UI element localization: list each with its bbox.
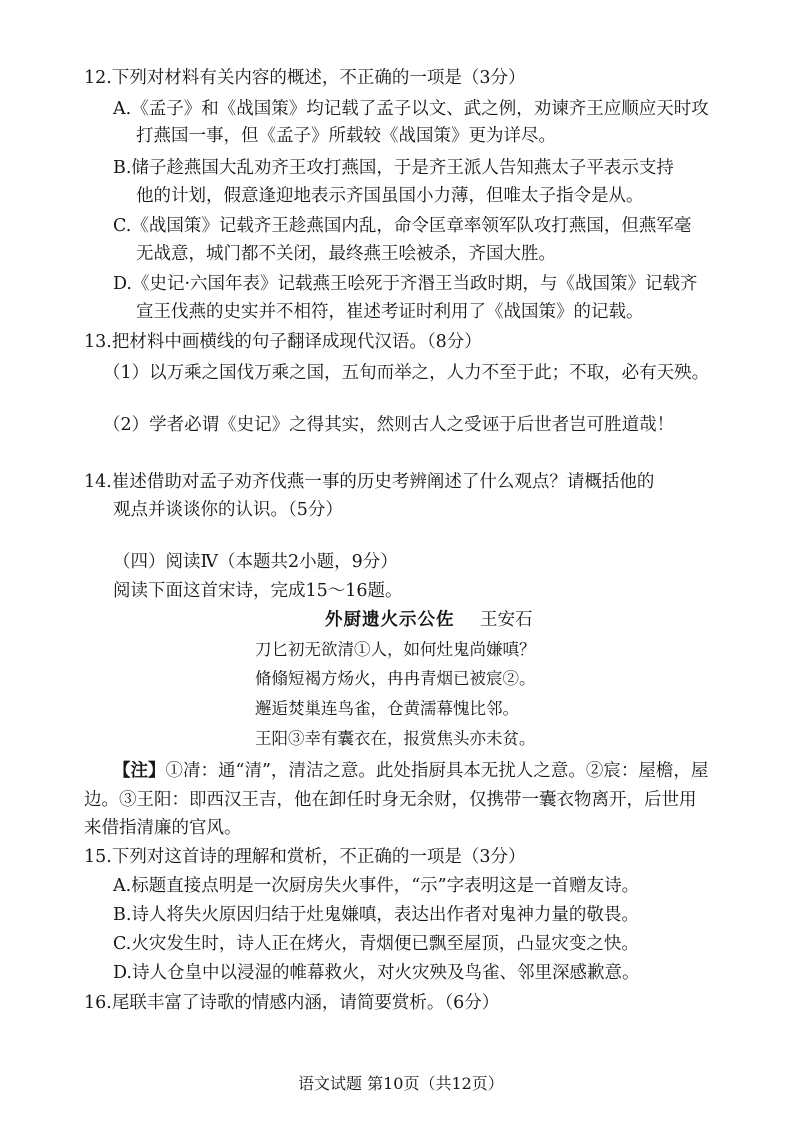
note-line1 — [113, 759, 708, 783]
note-line3: 来借指清廉的官风。 — [84, 818, 242, 838]
q16-stem: 16.尾联丰富了诗歌的情感内涵，请简要赏析。（6分） — [84, 993, 500, 1013]
q12-option-c-line1: C.《战国策》记载齐王趁燕国内乱，命令匡章率领军队攻打燕国，但燕军毫 — [113, 216, 692, 236]
q12-option-b-line2: 他的计划，假意逢迎地表示齐国虽国小力薄，但唯太子指令是从。 — [136, 186, 644, 206]
q15-option-c: C.火灾发生时，诗人正在烤火，青烟便已飘至屋顶，凸显灾变之快。 — [113, 934, 639, 954]
note-tag: 【注】 — [113, 761, 166, 781]
q12-option-b-line1: B.储子趁燕国大乱劝齐王攻打燕国，于是齐王派人告知燕太子平表示支持 — [113, 158, 674, 178]
q13-sentence-1: （1）以万乘之国伐万乘之国，五旬而举之，人力不至于此；不取，必有天殃。 — [103, 363, 710, 383]
q13-stem: 13.把材料中画横线的句子翻译成现代汉语。（8分） — [84, 332, 482, 352]
q14-line2: 观点并谈谈你的认识。（5分） — [113, 500, 343, 520]
q12-stem: 12.下列对材料有关内容的概述，不正确的一项是（3分） — [84, 68, 526, 88]
q15-option-b: B.诗人将失火原因归结于灶鬼嫌嗔，表达出作者对鬼神力量的敬畏。 — [113, 905, 639, 925]
q13-sentence-2: （2）学者必谓《史记》之得其实，然则古人之受诬于后世者岂可胜道哉！ — [103, 415, 675, 435]
q15-option-a: A.标题直接点明是一次厨房失火事件，“示”字表明这是一首赠友诗。 — [113, 876, 640, 896]
q15-stem: 15.下列对这首诗的理解和赏析，不正确的一项是（3分） — [84, 847, 526, 867]
q12-option-d-line1: D.《史记·六国年表》记载燕王哙死于齐湣王当政时期，与《战国策》记载齐 — [113, 274, 698, 294]
q15-option-d: D.诗人仓皇中以浸湿的帷幕救火，对火灾殃及鸟雀、邻里深感歉意。 — [113, 963, 640, 983]
q14-line1: 14.崔述借助对孟子劝齐伐燕一事的历史考辨阐述了什么观点？请概括他的 — [84, 472, 655, 492]
poem-author: 王安石 — [480, 610, 533, 630]
note-line1-text: ①凊：通“清”，清洁之意。此处指厨具本无扰人之意。②宸：屋檐，屋 — [165, 761, 709, 781]
q12-option-a-line1: A.《孟子》和《战国策》均记载了孟子以文、武之例，劝谏齐王应顺应天时攻 — [113, 99, 709, 119]
section-heading: （四）阅读Ⅳ（本题共2小题，9分） — [113, 552, 398, 572]
poem-line-3: 邂逅焚巢连鸟雀，仓黄濡幕愧比邻。 — [255, 699, 519, 718]
note-line2: 边。③王阳：即西汉王吉，他在卸任时身无余财，仅携带一囊衣物离开，后世用 — [84, 790, 697, 810]
poem-line-1: 刀匕初无欲清①人，如何灶鬼尚嫌嗔？ — [255, 640, 536, 659]
poem-line-4: 王阳③幸有囊衣在，报赏焦头亦未贫。 — [255, 729, 536, 748]
section-intro: 阅读下面这首宋诗，完成15～16题。 — [113, 581, 403, 601]
poem-title: 外厨遗火示公佐 — [325, 610, 455, 630]
q12-option-a-line2: 打燕国一事，但《孟子》所载较《战国策》更为详尽。 — [136, 126, 556, 146]
q12-option-c-line2: 无战意，城门都不关闭，最终燕王哙被杀，齐国大胜。 — [136, 244, 556, 264]
page-footer: 语文试题 第10页（共12页） — [298, 1074, 504, 1093]
poem-line-2: 脩翛短褐方炀火，冉冉青烟已被宸②。 — [255, 669, 536, 688]
q12-option-d-line2: 宣王伐燕的史实并不相符，崔述考证时利用了《战国策》的记载。 — [136, 302, 644, 322]
